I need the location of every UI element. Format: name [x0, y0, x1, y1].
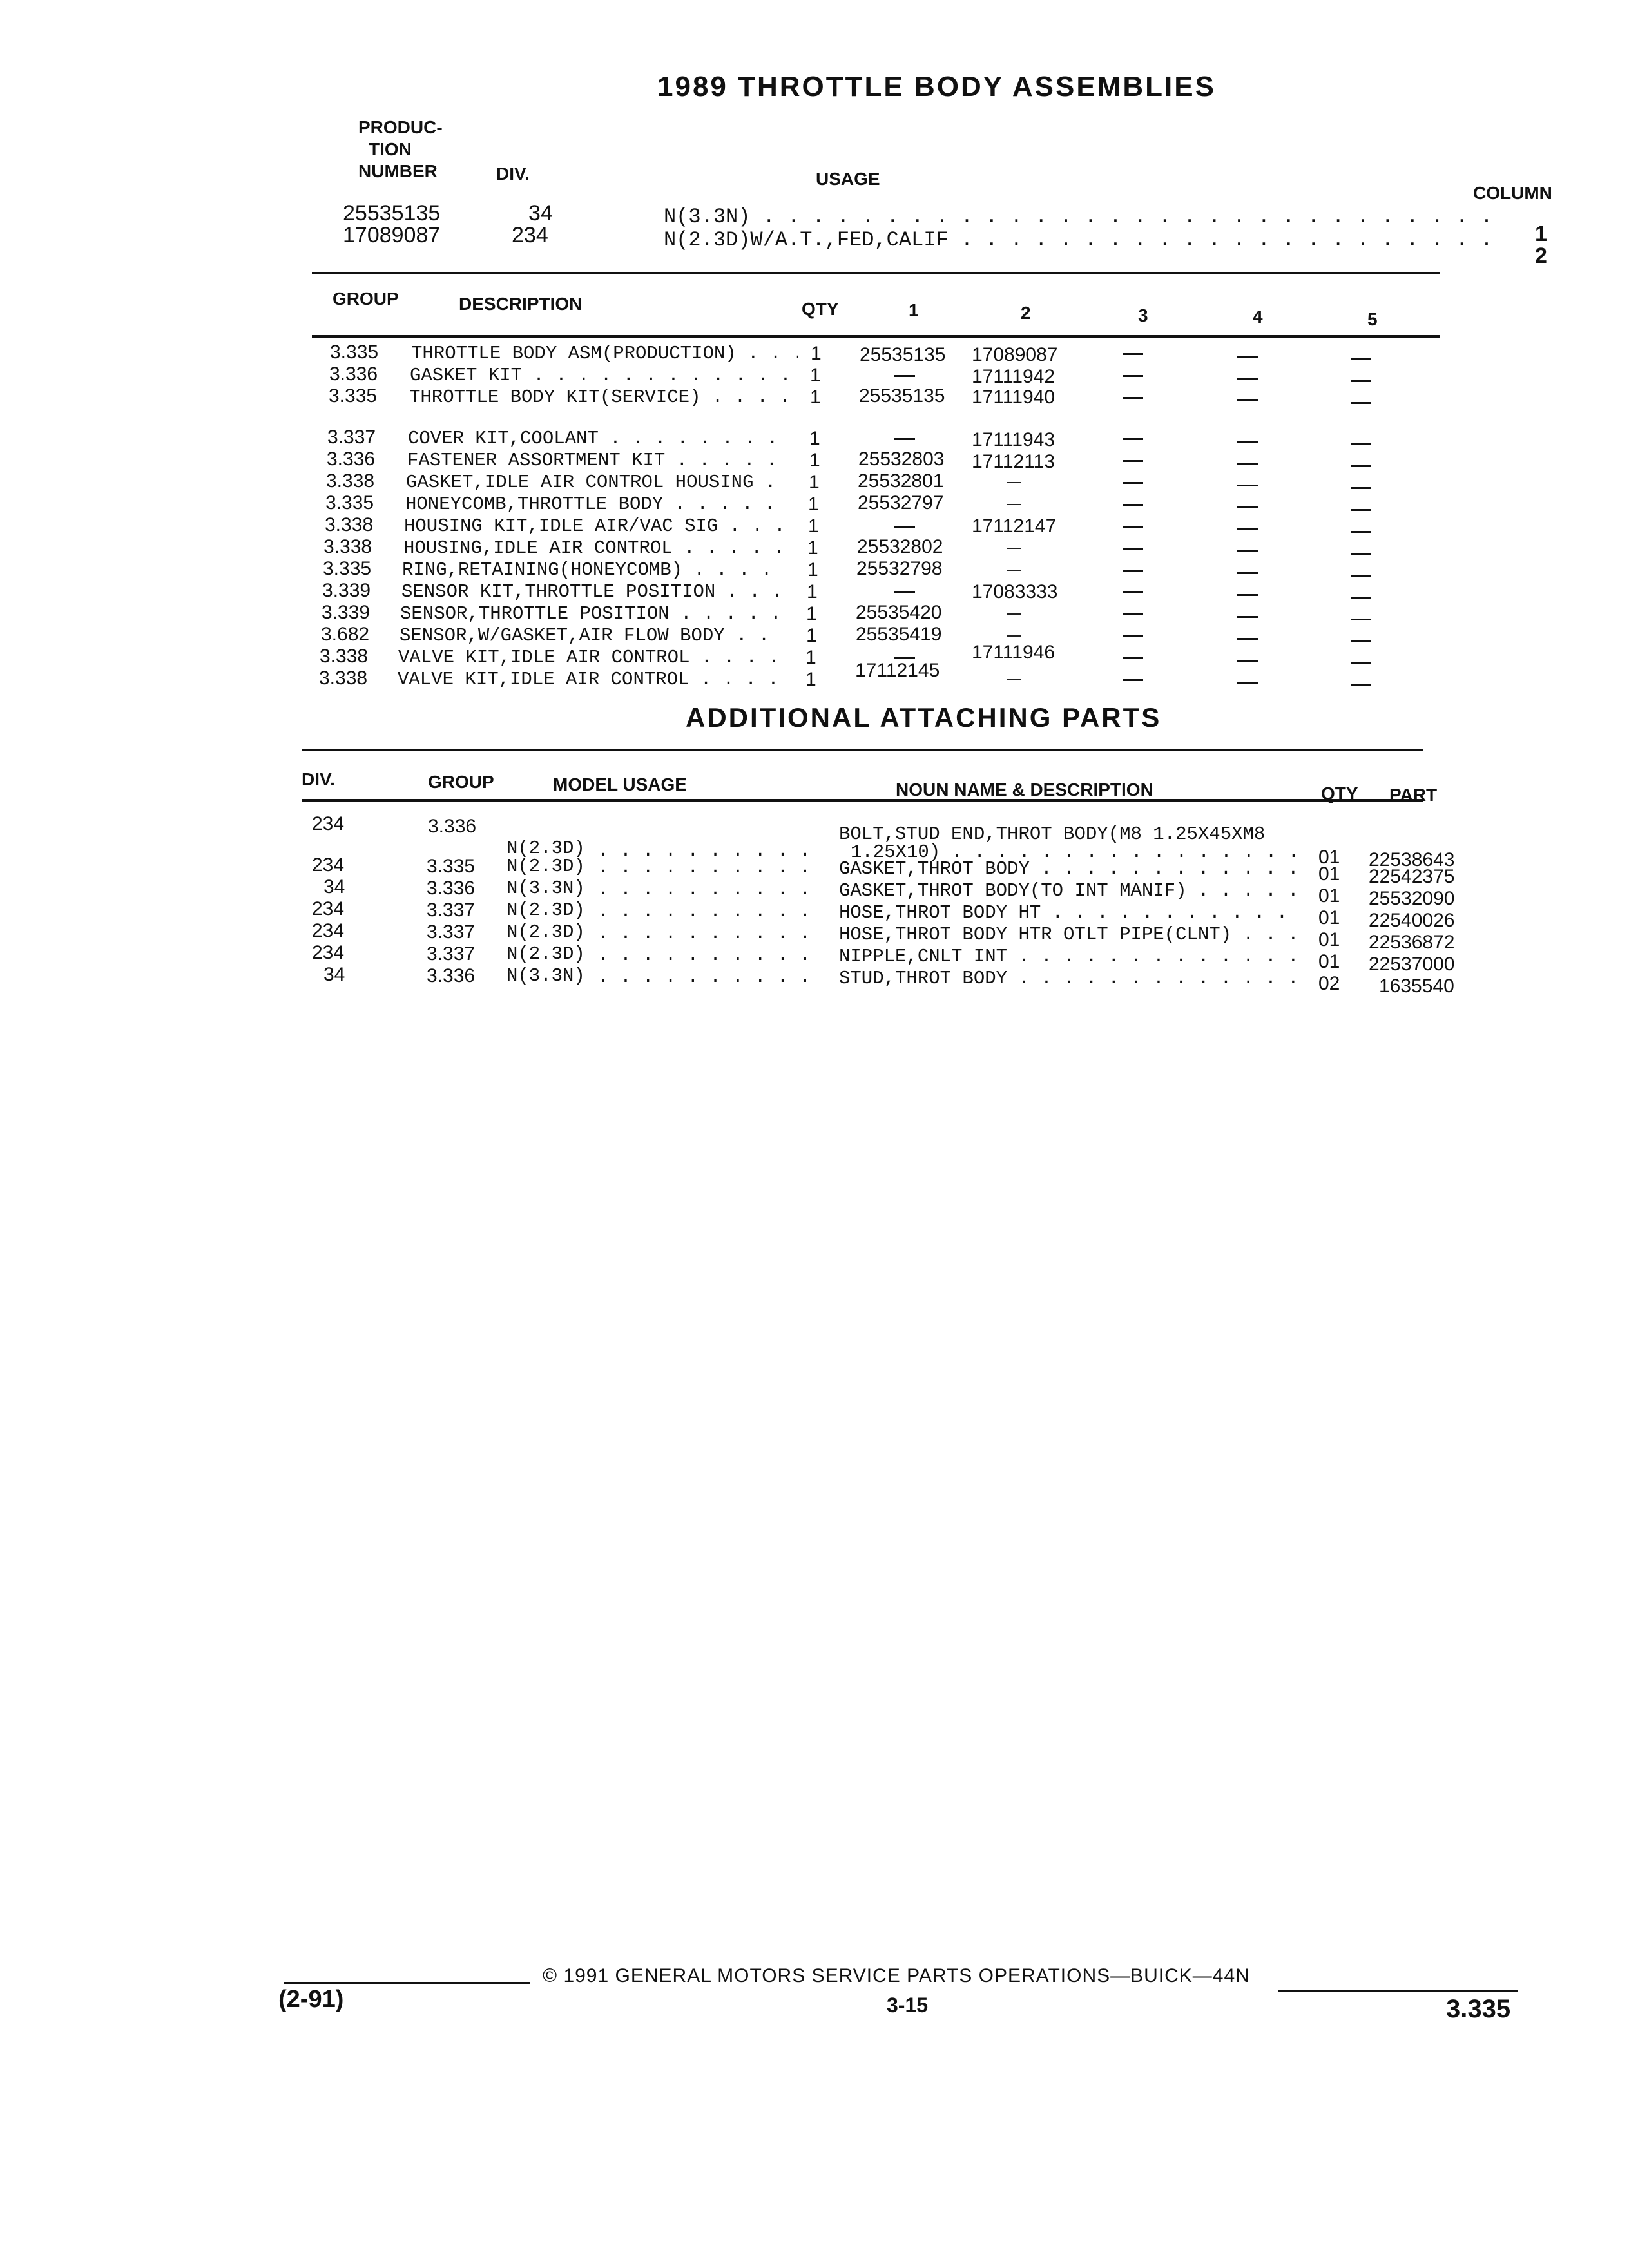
parts-description: THROTTLE BODY KIT(SERVICE) . . . — [409, 387, 795, 408]
additional-model: N(2.3D) — [506, 899, 585, 921]
additional-group: 3.336 — [427, 965, 476, 986]
additional-model: N(3.3N) — [506, 965, 585, 986]
empty-cell-dash — [1351, 402, 1371, 404]
additional-model: N(2.3D) — [506, 838, 585, 859]
additional-description: STUD,THROT BODY . . . — [839, 968, 1295, 989]
additional-description: GASKET,THROT BODY . . . — [839, 858, 1295, 879]
empty-cell-dash — [1237, 572, 1258, 574]
parts-group: 3.336 — [329, 363, 378, 385]
additional-qty: 01 — [1318, 847, 1340, 868]
parts-col4-header: 4 — [1253, 307, 1263, 327]
parts-qty: 1 — [807, 537, 818, 559]
empty-cell-dash — [1351, 509, 1371, 511]
parts-group: 3.338 — [325, 514, 374, 535]
additional-model-leader — [586, 945, 816, 966]
parts-qty: 1 — [807, 581, 818, 602]
production-usage-header: USAGE — [816, 169, 880, 189]
additional-part: 22537000 — [1369, 954, 1455, 975]
empty-cell-dash — [1351, 380, 1371, 382]
additional-part-header: PART — [1389, 785, 1438, 805]
page-title: 1989 THROTTLE BODY ASSEMBLIES — [657, 71, 1216, 102]
additional-description: HOSE,THROT BODY HTR OTLT PIPE(CLNT) . . . — [839, 924, 1295, 945]
additional-description: NIPPLE,CNLT INT . . . — [839, 946, 1295, 967]
empty-cell-dash — [1351, 553, 1371, 555]
parts-qty-header: QTY — [802, 299, 839, 319]
empty-cell-dash — [1351, 465, 1371, 467]
empty-cell-dash — [1007, 548, 1021, 549]
additional-model: N(2.3D) — [506, 943, 585, 965]
parts-qty: 1 — [808, 494, 819, 515]
additional-description: GASKET,THROT BODY(TO INT MANIF) . . . — [839, 880, 1295, 901]
empty-cell-dash — [1123, 397, 1143, 399]
parts-col1-value: 25532803 — [858, 448, 945, 470]
additional-div: 234 — [312, 813, 345, 834]
additional-model-header: MODEL USAGE — [553, 774, 687, 794]
empty-cell-dash — [894, 375, 915, 377]
parts-description: GASKET KIT . . . — [410, 365, 796, 386]
empty-cell-dash — [1123, 548, 1143, 550]
additional-div: 34 — [323, 964, 345, 985]
additional-div: 234 — [312, 920, 345, 941]
empty-cell-dash — [1237, 356, 1258, 358]
additional-qty: 01 — [1318, 907, 1340, 928]
empty-cell-dash — [1123, 460, 1143, 462]
parts-group: 3.339 — [322, 602, 371, 623]
additional-qty: 01 — [1318, 951, 1340, 972]
additional-part: 1635540 — [1379, 975, 1454, 997]
production-div: 34 — [528, 201, 553, 226]
parts-description: SENSOR KIT,THROTTLE POSITION . . . — [401, 581, 785, 602]
parts-group: 3.335 — [330, 341, 379, 363]
parts-description-header: DESCRIPTION — [459, 294, 583, 314]
parts-description: RING,RETAINING(HONEYCOMB) . . . — [402, 559, 786, 581]
parts-group: 3.337 — [327, 427, 376, 448]
additional-group: 3.337 — [427, 921, 476, 943]
empty-cell-dash — [1237, 378, 1258, 380]
empty-cell-dash — [1237, 463, 1258, 465]
parts-col1-header: 1 — [909, 300, 919, 320]
additional-title: ADDITIONAL ATTACHING PARTS — [686, 702, 1162, 733]
parts-col1-value: 17112145 — [855, 660, 940, 681]
empty-cell-dash — [1123, 635, 1143, 637]
parts-qty: 1 — [809, 450, 820, 471]
additional-part: 25532090 — [1369, 888, 1455, 909]
footer-date: (2-91) — [278, 1986, 344, 2013]
additional-part: 22540026 — [1369, 910, 1455, 931]
parts-col1-value: 25535135 — [860, 344, 946, 365]
parts-description: HONEYCOMB,THROTTLE BODY . . . — [405, 494, 790, 515]
parts-qty: 1 — [809, 472, 820, 493]
parts-qty: 1 — [810, 365, 821, 386]
empty-cell-dash — [894, 657, 915, 659]
parts-col1-value: 25532802 — [857, 536, 943, 557]
production-column: 2 — [1535, 244, 1547, 268]
footer-page-number: 3-15 — [887, 1994, 929, 2017]
additional-div: 34 — [323, 876, 345, 898]
parts-col2-value: 17111943 — [972, 429, 1055, 450]
parts-qty: 1 — [807, 559, 818, 581]
additional-group: 3.337 — [427, 943, 476, 965]
additional-header-rule — [302, 799, 1423, 802]
footer-copyright: © 1991 GENERAL MOTORS SERVICE PARTS OPERATIONS—BUICK—44N — [543, 1965, 1250, 1986]
empty-cell-dash — [1237, 638, 1258, 640]
additional-group-header: GROUP — [428, 772, 494, 792]
parts-qty: 1 — [810, 387, 821, 408]
additional-noun-header: NOUN NAME & DESCRIPTION — [896, 780, 1153, 800]
parts-col1-value: 25535135 — [859, 385, 945, 407]
parts-col1-value: 25532797 — [858, 492, 944, 514]
additional-div-header: DIV. — [302, 769, 335, 789]
additional-model-leader — [586, 966, 816, 988]
empty-cell-dash — [1237, 594, 1258, 596]
parts-col5-header: 5 — [1367, 309, 1378, 329]
empty-cell-dash — [1351, 487, 1371, 489]
empty-cell-dash — [894, 591, 915, 593]
empty-cell-dash — [1123, 679, 1143, 681]
parts-col1-value: 25535420 — [856, 602, 942, 623]
footer-section-number: 3.335 — [1446, 1995, 1511, 2023]
empty-cell-dash — [1123, 504, 1143, 506]
parts-description: THROTTLE BODY ASM(PRODUCTION) . . . — [411, 343, 798, 364]
empty-cell-dash — [1351, 597, 1371, 599]
parts-qty: 1 — [809, 428, 820, 449]
parts-group: 3.338 — [319, 668, 368, 689]
empty-cell-dash — [1007, 482, 1021, 483]
footer-rule-left — [284, 1982, 530, 1984]
parts-description: VALVE KIT,IDLE AIR CONTROL . . . — [398, 669, 780, 690]
parts-header-rule — [312, 335, 1440, 338]
empty-cell-dash — [894, 526, 915, 528]
additional-model-leader — [586, 879, 816, 900]
additional-qty: 01 — [1318, 863, 1340, 885]
parts-qty: 1 — [811, 343, 822, 364]
empty-cell-dash — [894, 438, 915, 440]
empty-cell-dash — [1007, 570, 1021, 571]
additional-desc-line1: BOLT,STUD END,THROT BODY(M8 1.25X45XM8 — [839, 823, 1266, 845]
empty-cell-dash — [1237, 441, 1258, 443]
parts-group: 3.335 — [329, 385, 378, 407]
parts-col2-header: 2 — [1021, 303, 1031, 323]
parts-group: 3.336 — [327, 448, 376, 470]
production-usage: N(3.3N) . . . — [664, 205, 1495, 229]
parts-col3-header: 3 — [1138, 305, 1148, 325]
additional-model-leader — [586, 857, 816, 878]
additional-top-rule — [302, 749, 1423, 751]
production-column-header: COLUMN — [1473, 183, 1552, 203]
empty-cell-dash — [1351, 684, 1371, 686]
empty-cell-dash — [1237, 399, 1258, 401]
parts-group: 3.338 — [323, 536, 372, 557]
additional-group: 3.336 — [427, 878, 476, 899]
parts-col2-value: 17089087 — [972, 344, 1058, 365]
empty-cell-dash — [1237, 616, 1258, 618]
parts-description: SENSOR,THROTTLE POSITION . . . — [400, 603, 783, 624]
parts-group: 3.339 — [322, 580, 371, 601]
empty-cell-dash — [1351, 531, 1371, 533]
parts-qty: 1 — [806, 603, 817, 624]
empty-cell-dash — [1351, 575, 1371, 577]
empty-cell-dash — [1351, 662, 1371, 664]
empty-cell-dash — [1007, 635, 1021, 637]
empty-cell-dash — [1237, 506, 1258, 508]
parts-description: SENSOR,W/GASKET,AIR FLOW BODY . . . — [400, 625, 782, 646]
empty-cell-dash — [1123, 438, 1143, 440]
parts-group: 3.338 — [320, 646, 369, 667]
production-number: 25535135 — [343, 201, 441, 226]
empty-cell-dash — [1351, 358, 1371, 360]
empty-cell-dash — [1123, 613, 1143, 615]
production-div-header: DIV. — [496, 164, 530, 184]
empty-cell-dash — [1351, 619, 1371, 620]
parts-col2-value: 17111940 — [972, 387, 1055, 408]
production-column: 1 — [1535, 222, 1547, 246]
additional-group: 3.336 — [428, 816, 477, 837]
parts-col1-value: 25532801 — [858, 470, 944, 492]
empty-cell-dash — [1237, 485, 1258, 486]
parts-group: 3.335 — [325, 492, 374, 514]
empty-cell-dash — [1123, 570, 1143, 572]
parts-col1-value: 25532798 — [856, 558, 943, 579]
empty-cell-dash — [1237, 550, 1258, 552]
empty-cell-dash — [1123, 526, 1143, 528]
parts-col1-value: 25535419 — [856, 624, 942, 645]
additional-desc-line2: 1.25X10) . . . — [851, 841, 1295, 863]
production-header-line3: NUMBER — [358, 161, 438, 181]
additional-qty: 01 — [1318, 929, 1340, 950]
production-number: 17089087 — [343, 223, 441, 247]
parts-description: COVER KIT,COOLANT . . . — [408, 428, 793, 449]
parts-col2-value: 17111946 — [972, 642, 1055, 663]
parts-description: HOUSING KIT,IDLE AIR/VAC SIG . . . — [404, 515, 788, 537]
empty-cell-dash — [1007, 504, 1021, 505]
empty-cell-dash — [1237, 682, 1258, 684]
parts-group-header: GROUP — [333, 289, 399, 309]
empty-cell-dash — [1123, 591, 1143, 593]
empty-cell-dash — [1007, 613, 1021, 615]
parts-group: 3.335 — [323, 558, 372, 579]
additional-qty: 02 — [1318, 973, 1340, 994]
empty-cell-dash — [1007, 679, 1021, 680]
additional-div: 234 — [312, 898, 345, 919]
additional-part: 22538643 — [1369, 849, 1455, 870]
additional-model-leader — [586, 923, 816, 944]
parts-group: 3.338 — [326, 470, 375, 492]
additional-group: 3.335 — [427, 856, 476, 877]
empty-cell-dash — [1123, 353, 1143, 355]
additional-qty: 01 — [1318, 885, 1340, 907]
parts-description: VALVE KIT,IDLE AIR CONTROL . . . — [398, 647, 780, 668]
parts-qty: 1 — [805, 647, 816, 668]
additional-description: HOSE,THROT BODY HT . . . — [839, 902, 1295, 923]
parts-qty: 1 — [805, 669, 816, 690]
parts-col2-value: 17112147 — [972, 515, 1057, 537]
parts-col2-value: 17083333 — [972, 581, 1058, 602]
empty-cell-dash — [1123, 657, 1143, 659]
empty-cell-dash — [1123, 482, 1143, 484]
parts-group: 3.682 — [321, 624, 370, 645]
empty-cell-dash — [1351, 640, 1371, 642]
parts-qty: 1 — [806, 625, 817, 646]
empty-cell-dash — [1237, 528, 1258, 530]
additional-part: 22542375 — [1369, 866, 1455, 887]
parts-description: FASTENER ASSORTMENT KIT . . . — [407, 450, 793, 471]
production-div: 234 — [512, 223, 548, 247]
empty-cell-dash — [1237, 660, 1258, 662]
parts-top-rule — [312, 272, 1440, 274]
additional-group: 3.337 — [427, 899, 476, 921]
production-header-line1: PRODUC- — [358, 117, 443, 137]
empty-cell-dash — [1351, 443, 1371, 445]
additional-div: 234 — [312, 854, 345, 876]
additional-model: N(3.3N) — [506, 878, 585, 899]
parts-description: GASKET,IDLE AIR CONTROL HOUSING . . . — [406, 472, 791, 493]
production-header-line2: TION — [369, 139, 412, 159]
additional-model: N(2.3D) — [506, 856, 585, 877]
parts-col2-value: 17112113 — [972, 451, 1055, 472]
additional-model-leader — [586, 901, 816, 922]
additional-div: 234 — [312, 942, 345, 963]
parts-col2-value: 17111942 — [972, 366, 1055, 387]
empty-cell-dash — [1123, 375, 1143, 377]
production-usage: N(2.3D)W/A.T.,FED,CALIF . . . — [664, 228, 1495, 252]
parts-qty: 1 — [808, 515, 819, 537]
footer-rule-right — [1278, 1990, 1518, 1992]
additional-model: N(2.3D) — [506, 921, 585, 943]
additional-part: 22536872 — [1369, 932, 1455, 953]
parts-description: HOUSING,IDLE AIR CONTROL . . . — [403, 537, 787, 559]
additional-qty-header: QTY — [1321, 783, 1358, 803]
